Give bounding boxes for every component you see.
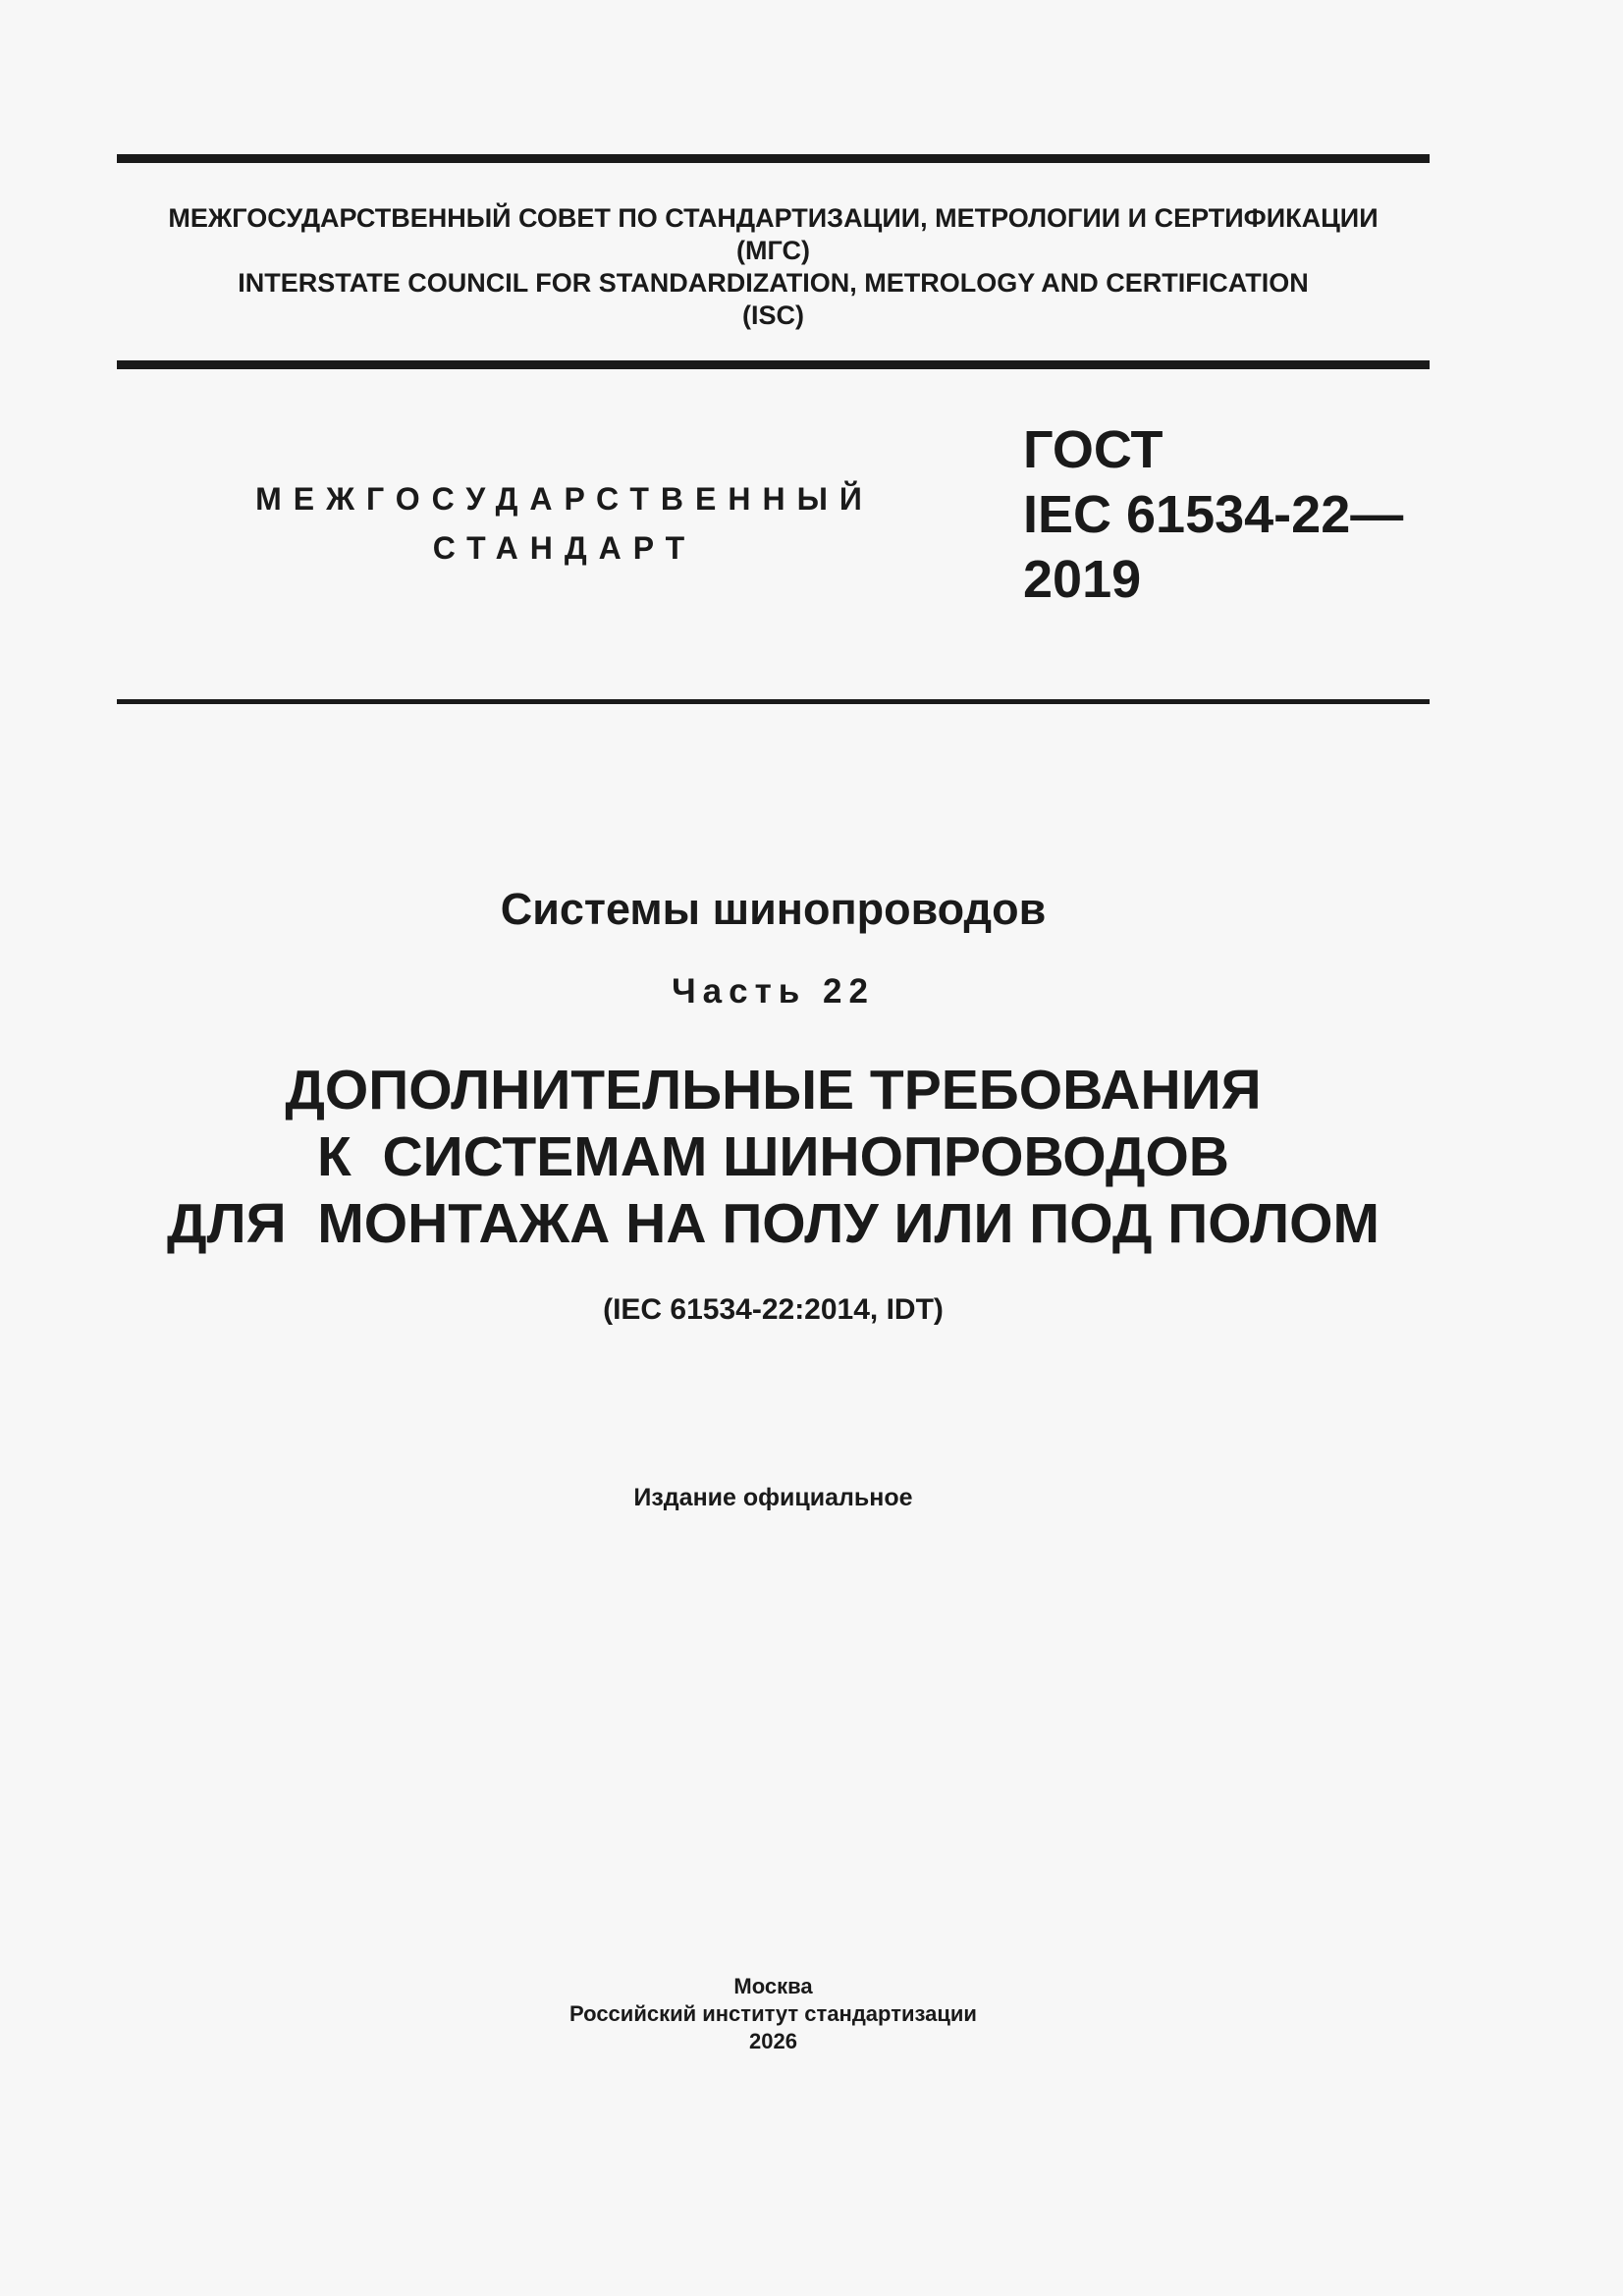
iec-reference: (IEC 61534-22:2014, IDT) bbox=[603, 1293, 944, 1326]
subtitle-line1: ДОПОЛНИТЕЛЬНЫЕ ТРЕБОВАНИЯ bbox=[285, 1059, 1262, 1121]
edition-label: Издание официальное bbox=[633, 1484, 913, 1511]
imprint-publisher: Российский институт стандартизации bbox=[569, 2001, 977, 2026]
standard-number-line3: 2019 bbox=[1023, 550, 1142, 609]
standard-number-line2: IEC 61534-22— bbox=[1023, 485, 1404, 544]
top-divider bbox=[117, 154, 1430, 163]
subtitle-line3: ДЛЯ МОНТАЖА НА ПОЛУ ИЛИ ПОД ПОЛОМ bbox=[167, 1192, 1380, 1255]
council-name-ru: МЕЖГОСУДАРСТВЕННЫЙ СОВЕТ ПО СТАНДАРТИЗАЦИИ, МЕТРОЛОГИИ И СЕРТИФИКАЦИИ bbox=[168, 203, 1379, 233]
standard-kind bbox=[245, 474, 884, 573]
imprint-year: 2026 bbox=[749, 2029, 797, 2053]
middle-divider bbox=[117, 360, 1430, 369]
council-header bbox=[117, 202, 1430, 332]
imprint-city: Москва bbox=[733, 1974, 813, 1998]
standard-number-line1: ГОСТ bbox=[1023, 420, 1163, 479]
council-abbr-ru: (МГС) bbox=[736, 236, 810, 265]
standard-kind-line1: МЕЖГОСУДАРСТВЕННЫЙ bbox=[255, 481, 874, 517]
council-abbr-en: (ISC) bbox=[742, 301, 804, 330]
council-name-en: INTERSTATE COUNCIL FOR STANDARDIZATION, METROLOGY AND CERTIFICATION bbox=[238, 268, 1309, 298]
standard-number bbox=[1023, 417, 1403, 612]
document-title: Системы шинопроводов bbox=[500, 884, 1047, 934]
standard-kind-line2: СТАНДАРТ bbox=[432, 530, 697, 566]
bottom-divider bbox=[117, 699, 1430, 704]
document-subtitle bbox=[117, 1057, 1430, 1257]
imprint bbox=[117, 1973, 1430, 2055]
part-number: Часть 22 bbox=[672, 972, 875, 1011]
subtitle-line2: К СИСТЕМАМ ШИНОПРОВОДОВ bbox=[317, 1125, 1229, 1188]
